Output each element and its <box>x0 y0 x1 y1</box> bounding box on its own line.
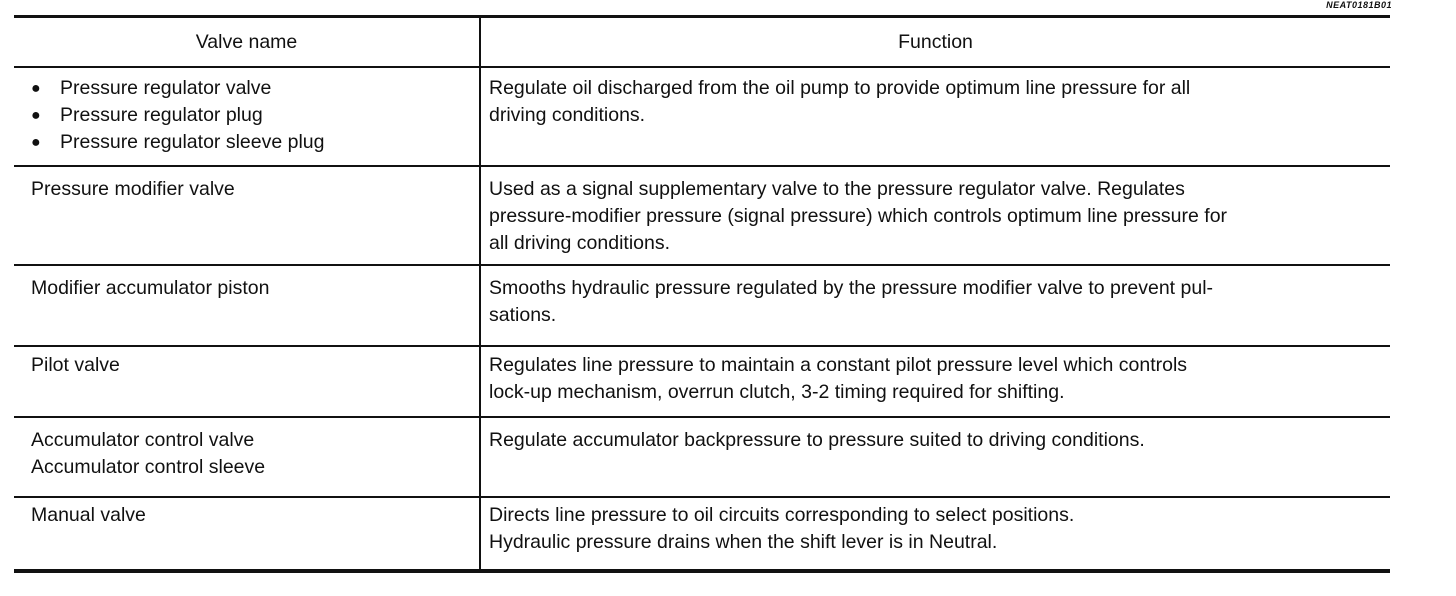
bullet-list-item <box>31 129 479 156</box>
valve-name-cell <box>14 166 480 265</box>
valve-name-cell <box>14 265 480 346</box>
function-text-line: Regulate accumulator backpressure to pressure suited to driving conditions. <box>489 429 1145 451</box>
valve-name-text: Accumulator control valve <box>31 429 255 451</box>
bullet-icon: ● <box>31 107 41 124</box>
valve-name-cell <box>14 67 480 166</box>
function-text-line: Smooths hydraulic pressure regulated by the pressure modifier valve to prevent pul- <box>489 277 1214 299</box>
valve-name-text: Modifier accumulator piston <box>31 277 270 299</box>
function-text-line: Hydraulic pressure drains when the shift lever is in Neutral. <box>489 531 998 553</box>
table-header-row <box>14 17 1390 68</box>
function-cell <box>480 497 1390 571</box>
valve-name-text: Pressure regulator valve <box>60 77 272 99</box>
function-text-line: Directs line pressure to oil circuits corresponding to select positions. <box>489 504 1075 526</box>
function-cell <box>480 346 1390 417</box>
function-text-line: Regulates line pressure to maintain a constant pilot pressure level which controls <box>489 354 1188 376</box>
valve-name-cell <box>14 346 480 417</box>
function-text-line: sations. <box>489 304 557 326</box>
column-header-valve-name: Valve name <box>14 17 480 68</box>
valve-name-text: Pressure regulator sleeve plug <box>60 131 325 153</box>
function-text-line: Used as a signal supplementary valve to the pressure regulator valve. Regulates <box>489 178 1185 200</box>
valve-function-table-container <box>14 15 1390 573</box>
function-text-line: driving conditions. <box>489 104 646 126</box>
valve-name-cell <box>14 497 480 571</box>
valve-name-text: Manual valve <box>31 504 146 526</box>
table-row <box>14 417 1390 497</box>
bullet-icon: ● <box>31 80 41 97</box>
reference-code: NEAT0181B01 <box>1326 0 1392 10</box>
function-text-line: Regulate oil discharged from the oil pump to provide optimum line pressure for all <box>489 77 1191 99</box>
function-text-line: all driving conditions. <box>489 232 671 254</box>
valve-name-text: Pilot valve <box>31 354 120 376</box>
table-row <box>14 166 1390 265</box>
table-row <box>14 346 1390 417</box>
function-text-line: lock-up mechanism, overrun clutch, 3-2 timing required for shifting. <box>489 381 1065 403</box>
function-cell <box>480 417 1390 497</box>
bullet-list-item <box>31 102 479 129</box>
valve-function-table <box>14 15 1390 573</box>
function-text-line: pressure-modifier pressure (signal pressure) which controls optimum line pressure for <box>489 205 1228 227</box>
bullet-list-item <box>31 75 479 102</box>
table-row <box>14 265 1390 346</box>
column-header-function: Function <box>898 30 973 53</box>
valve-name-text: Accumulator control sleeve <box>31 456 266 478</box>
function-cell <box>480 67 1390 166</box>
table-row <box>14 497 1390 571</box>
bullet-icon: ● <box>31 134 41 151</box>
function-cell <box>480 265 1390 346</box>
valve-name-text: Pressure regulator plug <box>60 104 263 126</box>
valve-name-cell <box>14 417 480 497</box>
function-cell <box>480 166 1390 265</box>
valve-name-text: Pressure modifier valve <box>31 178 235 200</box>
table-row <box>14 67 1390 166</box>
